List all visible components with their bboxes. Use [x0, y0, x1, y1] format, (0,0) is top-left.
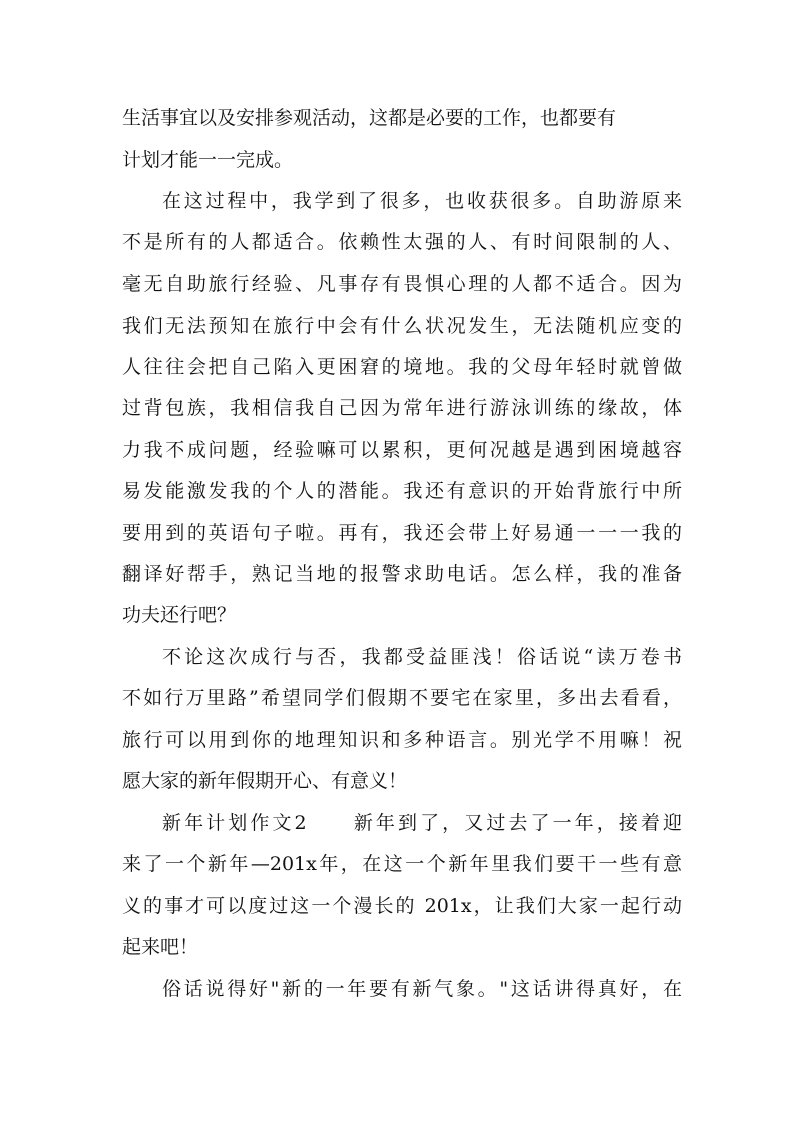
text-line: 翻译好帮手，熟记当地的报警求助电话。怎么样，我的准备: [122, 563, 682, 585]
text-line: 人往往会把自己陷入更困窘的境地。我的父母年轻时就曾做: [122, 356, 682, 378]
text-line: 俗话说得好"新的一年要有新气象。"这话讲得真好，在: [162, 978, 682, 1000]
text-line: 起来吧！: [122, 936, 199, 958]
text-line: 要用到的英语句子啦。再有，我还会带上好易通一一一我的: [122, 522, 682, 544]
text-line: 计划才能一一完成。: [122, 149, 294, 171]
text-line: 在这过程中，我学到了很多，也收获很多。自助游原来: [162, 190, 682, 212]
text-line: 义的事才可以度过这一个漫长的 201x，让我们大家一起行动: [122, 895, 682, 917]
text-line: 不如行万里路”希望同学们假期不要宅在家里，多出去看看，: [122, 687, 682, 709]
text-line: 功夫还行吧？: [122, 604, 237, 626]
text-line: 易发能激发我的个人的潜能。我还有意识的开始背旅行中所: [122, 480, 682, 502]
text-line: 不是所有的人都适合。依赖性太强的人、有时间限制的人、: [122, 231, 682, 253]
text-line: 来了一个新年—201x年，在这一个新年里我们要干一些有意: [122, 853, 682, 875]
text-line: 新年计划作文2 新年到了，又过去了一年，接着迎: [162, 812, 682, 834]
text-line: 力我不成问题，经验嘛可以累积，更何况越是遇到困境越容: [122, 439, 682, 461]
text-line: 愿大家的新年假期开心、有意义！: [122, 770, 408, 792]
text-line: 生活事宜以及安排参观活动，这都是必要的工作，也都要有: [122, 107, 617, 129]
text-line: 我们无法预知在旅行中会有什么状况发生，无法随机应变的: [122, 315, 682, 337]
text-line: 旅行可以用到你的地理知识和多种语言。别光学不用嘛！祝: [122, 729, 682, 751]
text-line: 毫无自助旅行经验、凡事存有畏惧心理的人都不适合。因为: [122, 273, 682, 295]
text-line: 不论这次成行与否，我都受益匪浅！俗话说“读万卷书: [162, 646, 682, 668]
text-line: 过背包族，我相信我自己因为常年进行游泳训练的缘故，体: [122, 397, 682, 419]
